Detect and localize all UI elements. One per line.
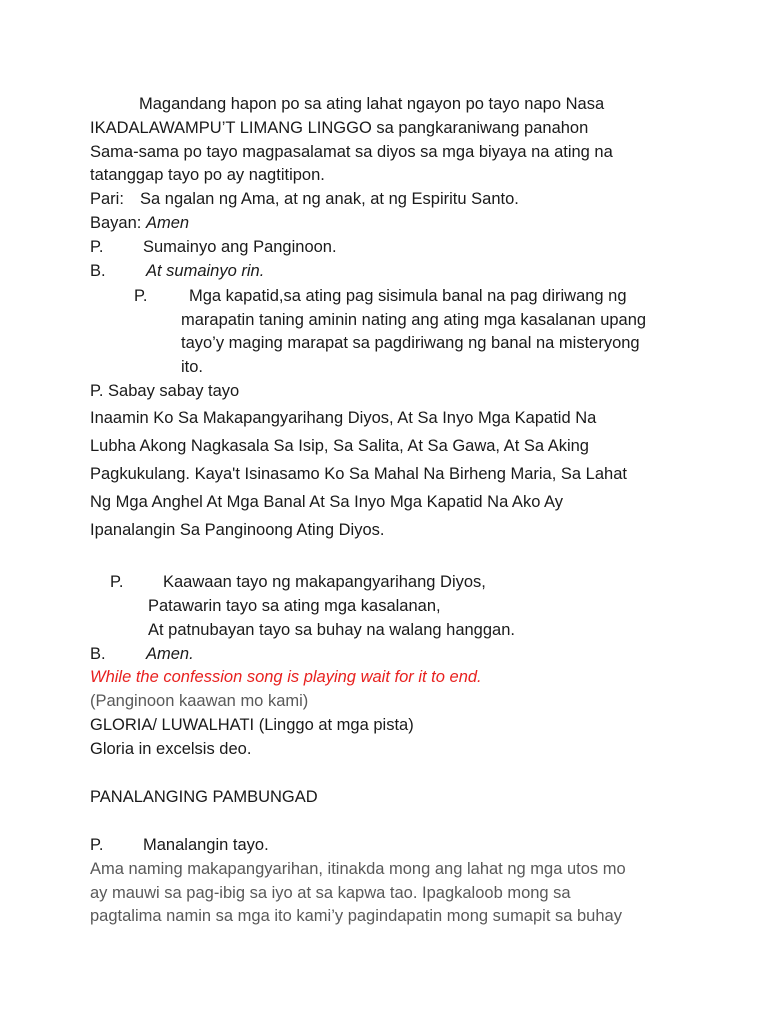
priest-line <box>90 237 337 257</box>
confiteor-intro: P. Sabay sabay tayo <box>90 382 240 400</box>
confiteor-line: Ng Mga Anghel At Mga Banal At Sa Inyo Mga Kapatid Na Ako Ay <box>90 493 563 511</box>
gloria-text: Gloria in excelsis deo. <box>90 740 252 758</box>
confiteor-line: Ipanalangin Sa Panginoong Ating Diyos. <box>90 521 385 539</box>
confiteor-line: Pagkukulang. Kaya't Isinasamo Ko Sa Mahal Na Birheng Maria, Sa Lahat <box>90 465 627 483</box>
priest-line <box>90 835 269 855</box>
confiteor-line: Lubha Akong Nagkasala Sa Isip, Sa Salita, At Sa Gawa, At Sa Aking <box>90 437 589 455</box>
speaker-label: P. <box>134 287 148 305</box>
intro-line: Magandang hapon po sa ating lahat ngayon po tayo napo Nasa <box>139 95 605 113</box>
prayer-line: pagtalima namin sa mga ito kami’y pagindapatin mong sumapit sa buhay <box>90 907 622 925</box>
intro-line: Sama-sama po tayo magpasalamat sa diyos sa mga biyaya na ating na <box>90 143 613 161</box>
section-heading: PANALANGING PAMBUNGAD <box>90 788 318 806</box>
prayer-line: ay mauwi sa pag-ibig sa iyo at sa kapwa tao. Ipagkaloob mong sa <box>90 884 571 902</box>
pari-text: Sa ngalan ng Ama, at ng anak, at ng Espiritu Santo. <box>140 190 519 208</box>
priest-text: Manalangin tayo. <box>143 836 269 854</box>
bayan-response: Amen <box>145 214 190 232</box>
speaker-label: Pari: <box>90 190 124 208</box>
absolution-line: At patnubayan tayo sa buhay na walang hanggan. <box>148 621 515 639</box>
invitation-line: tayo’y maging marapat sa pagdiriwang ng banal na misteryong <box>181 334 640 352</box>
invitation-line: marapatin taning aminin nating ang ating mga kasalanan upang <box>181 311 647 329</box>
people-response: At sumainyo rin. <box>146 262 265 280</box>
speaker-label: B. <box>90 645 106 663</box>
intro-line: IKADALAWAMPU’T LIMANG LINGGO sa pangkaraniwang panahon <box>90 119 589 137</box>
bayan-line <box>90 213 189 233</box>
speaker-label: P. <box>90 238 104 256</box>
prayer-line: Ama naming makapangyarihan, itinakda mong ang lahat ng mga utos mo <box>90 860 626 878</box>
pari-line <box>90 189 519 209</box>
intro-line: tatanggap tayo po ay nagtitipon. <box>90 166 325 184</box>
speaker-label: P. <box>90 836 104 854</box>
gloria-title: GLORIA/ LUWALHATI (Linggo at mga pista) <box>90 716 414 734</box>
priest-text: Sumainyo ang Panginoon. <box>143 238 337 256</box>
instruction-note: While the confession song is playing wait for it to end. <box>90 668 482 686</box>
speaker-label: Bayan: <box>90 214 142 232</box>
invitation-line: ito. <box>181 358 204 376</box>
absolution-line: Kaawaan tayo ng makapangyarihang Diyos, <box>163 573 486 591</box>
speaker-label: B. <box>90 262 106 280</box>
people-response: Amen. <box>146 645 194 663</box>
confiteor-line: Inaamin Ko Sa Makapangyarihang Diyos, At Sa Inyo Mga Kapatid Na <box>90 409 597 427</box>
invitation-line: Mga kapatid,sa ating pag sisimula banal na pag diriwang ng <box>189 287 627 305</box>
speaker-label: P. <box>110 573 124 591</box>
people-line <box>90 644 194 664</box>
absolution-line: Patawarin tayo sa ating mga kasalanan, <box>148 597 441 615</box>
people-line <box>90 261 264 281</box>
song-title: (Panginoon kaawan mo kami) <box>90 692 309 710</box>
